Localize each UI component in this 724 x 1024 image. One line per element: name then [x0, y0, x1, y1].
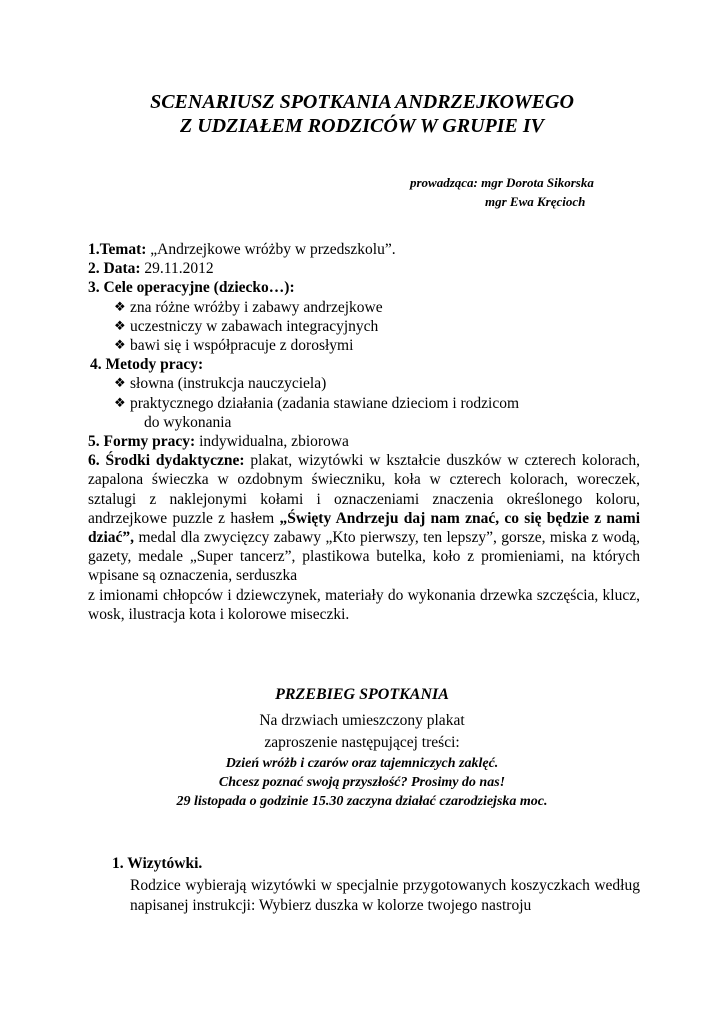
materials-label: 6. Środki dydaktyczne:: [88, 452, 245, 470]
methods-list: [88, 374, 640, 432]
doc-title-line1: SCENARIUSZ SPOTKANIA ANDRZEJKOWEGO: [150, 91, 574, 113]
process-block: [0, 686, 724, 811]
date-value: 29.11.2012: [144, 260, 214, 278]
materials-text-3: z imionami chłopców i dziewczynek, materiały do wykonania drzewka szczęścia, klucz, wosk, ilustracja kota i kolorowe miseczki.: [88, 586, 640, 623]
goals-list: [88, 298, 640, 356]
topic-value: „Andrzejkowe wróżby w przedszkolu”.: [150, 241, 396, 258]
process-title: PRZEBIEG SPOTKANIA: [275, 686, 449, 703]
invite-italic-1: Dzień wróżb i czarów oraz tajemniczych zaklęć.: [225, 756, 499, 771]
section-topic: [88, 240, 640, 259]
topic-label: 1.Temat:: [88, 241, 147, 258]
list-item: ❖ uczestniczy w zabawach integracyjnych: [114, 317, 640, 336]
materials-text-1: plakat, wizytówki w kształcie duszków w czterech kolorach, zapalona świeczka w ozdobnym świeczniku, koła w czterech kolorach, woreczek, sztalugi z naklejonymi kołami i oznaczeniami znaczenia określonego koloru, andrzejkowe puzzle z hasłem: [88, 452, 640, 527]
wizytowki-title: 1. Wizytówki.: [112, 855, 203, 872]
method-2-continuation: do wykonania: [144, 413, 232, 431]
forms-label: 5. Formy pracy:: [88, 433, 196, 451]
sections-block: [88, 240, 640, 624]
list-item: ❖ słowna (instrukcja nauczyciela): [114, 374, 640, 393]
methods-label: 4. Metody pracy:: [90, 356, 204, 374]
invite-italic-2: Chcesz poznać swoją przyszłość? Prosimy do nas!: [218, 775, 506, 790]
doc-title-line2: Z UDZIAŁEM RODZICÓW W GRUPIE IV: [180, 115, 544, 137]
section-materials: [88, 451, 640, 585]
section-date: [88, 259, 640, 278]
list-item: ❖ zna różne wróżby i zabawy andrzejkowe: [114, 298, 640, 317]
list-item: ❖ bawi się i współpracuje z dorosłymi: [114, 336, 640, 355]
author-2: mgr Ewa Kręcioch: [485, 194, 586, 209]
invite-italic-3: 29 listopada o godzinie 15.30 zaczyna działać czarodziejska moc.: [176, 794, 548, 809]
wizytowki-text: Rodzice wybierają wizytówki w specjalnie przygotowanych koszyczkach według napisanej instrukcji: Wybierz duszka w kolorze twojego nastroju: [130, 877, 640, 914]
date-label: 2. Data:: [88, 260, 141, 278]
section-forms: [88, 432, 640, 451]
forms-value: indywidualna, zbiorowa: [199, 433, 349, 451]
list-item: [114, 394, 640, 432]
method-2-text: praktycznego działania (zadania stawiane dzieciom i rodzicom: [130, 394, 520, 412]
invite-line-2: zaproszenie następującej treści:: [264, 734, 460, 751]
authors-block: [410, 173, 594, 211]
author-1: prowadząca: mgr Dorota Sikorska: [410, 175, 594, 190]
materials-puzzle-slogan: „Święty Andrzeju daj nam znać, co się będzie z nami dziać”,: [88, 509, 641, 547]
materials-text-2: medal dla zwycięzcy zabawy „Kto pierwszy, ten lepszy”, gorsze, miska z wodą, gazety, medale „Super tancerz”, plastikowa butelka, koło z promieniami, na których wpisane są oznaczenia, serduszka: [88, 529, 640, 585]
invite-line-1: Na drzwiach umieszczony plakat: [259, 712, 465, 729]
goals-label: 3. Cele operacyjne (dziecko…):: [88, 279, 295, 297]
